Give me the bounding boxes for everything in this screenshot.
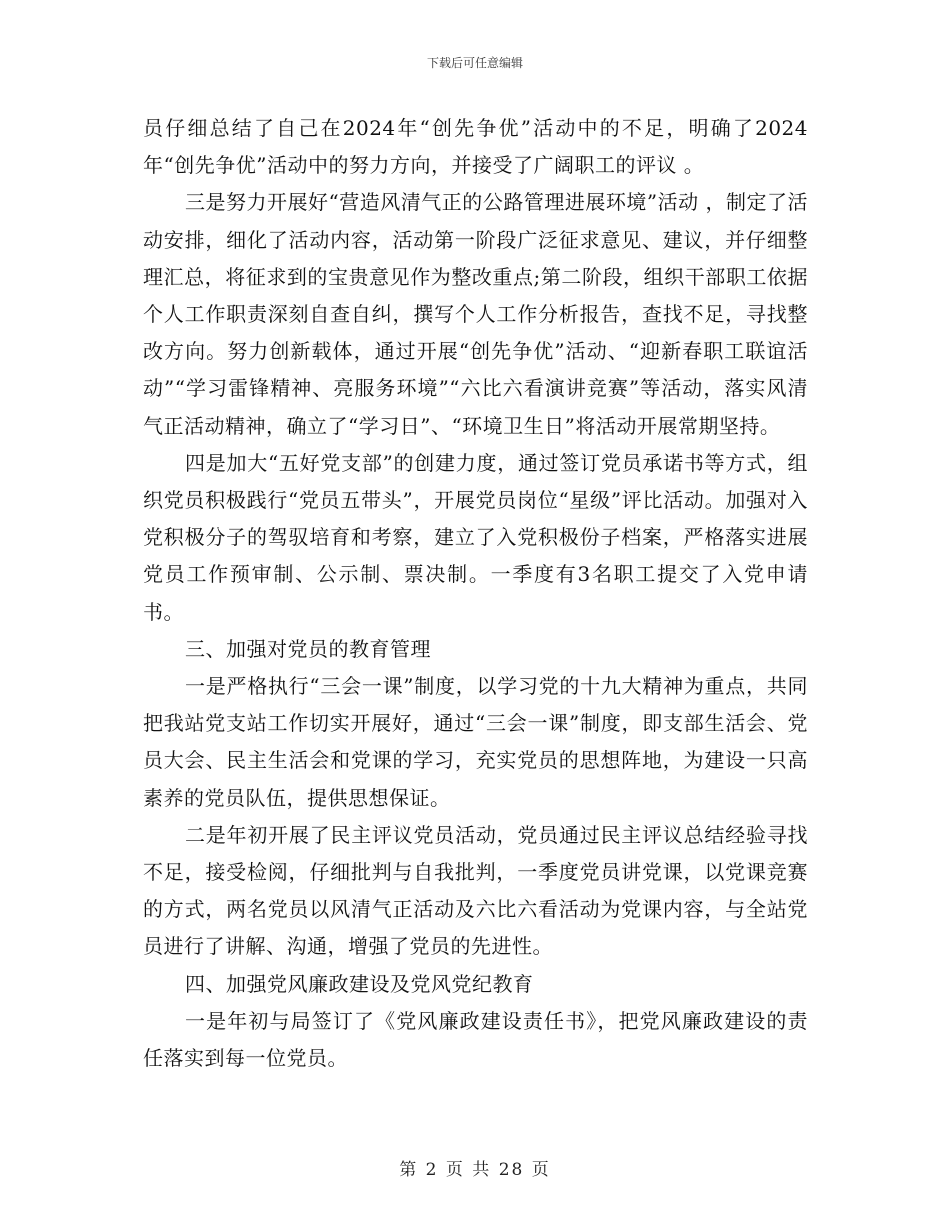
paragraph-2: 三是努力开展好“营造风清气正的公路管理进展环境”活动 ，制定了活动安排，细化了活动内容，活动第一阶段广泛征求意见、建议，并仔细整理汇总，将征求到的宝贵意见作为整改重点;第二阶段，组织干部职工依据个人工作职责深刻自查自纠，撰写个人工作分析报告，查找不足，寻找整改方向。努力创新载体，通过开展“创先争优”活动、“迎新春职工联谊活动”“学习雷锋精神、亮服务环境”“六比六看演讲竞赛”等活动，落实风清气正活动精神，确立了“学习日”、“环境卫生日”将活动开展常期坚持。: [143, 190, 808, 438]
section-heading-4: 四、加强党风廉政建设及党风党纪教育: [185, 971, 534, 996]
paragraph-6: 一是年初与局签订了《党风廉政建设责任书》，把党风廉政建设的责任落实到每一位党员。: [143, 1008, 808, 1071]
page-header: 下载后可任意编辑: [426, 56, 523, 70]
paragraph-1: 员仔细总结了自己在2024年“创先争优”活动中的不足，明确了2024年“创先争优”活动中的努力方向，并接受了广阔职工的评议 。: [143, 116, 808, 178]
paragraph-5: 二是年初开展了民主评议党员活动，党员通过民主评议总结经验寻找不足，接受检阅，仔细批判与自我批判，一季度党员讲党课，以党课竞赛的方式，两名党员以风清气正活动及六比六看活动为党课内容，与全站党员进行了讲解、沟通，增强了党员的先进性。: [143, 822, 808, 959]
paragraph-4: 一是严格执行“三会一课”制度，以学习党的十九大精神为重点，共同把我站党支站工作切实开展好，通过“三会一课”制度，即支部生活会、党员大会、民主生活会和党课的学习，充实党员的思想阵地，为建设一只高素养的党员队伍，提供思想保证。: [143, 674, 808, 810]
section-heading-3: 三、加强对党员的教育管理: [185, 636, 431, 661]
page-footer: 第 2 页 共 28 页: [399, 1160, 551, 1180]
document-body: [143, 110, 808, 1077]
paragraph-3: 四是加大“五好党支部”的创建力度，通过签订党员承诺书等方式，组织党员积极践行“党员五带头”，开展党员岗位“星级”评比活动。加强对入党积极分子的驾驭培育和考察，建立了入党积极份子档案，严格落实进展党员工作预审制、公示制、票决制。一季度有3名职工提交了入党申请书。: [143, 450, 808, 624]
